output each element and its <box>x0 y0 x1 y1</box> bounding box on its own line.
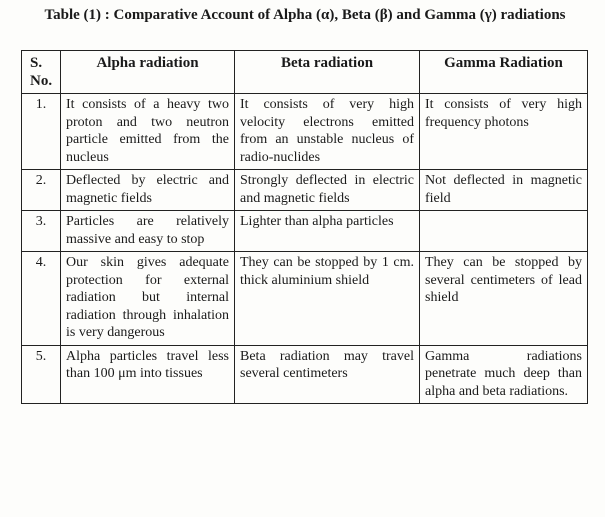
row-sno: 2. <box>22 170 61 211</box>
row-gamma: Not deflected in magnetic field <box>420 170 588 211</box>
table-row <box>22 170 588 211</box>
header-sno: S. No. <box>22 51 61 94</box>
row-beta: Beta radiation may travel several centimeters <box>235 345 420 404</box>
row-sno: 3. <box>22 211 61 252</box>
row-alpha: Particles are relatively massive and easy to stop <box>61 211 235 252</box>
row-sno: 4. <box>22 252 61 346</box>
row-alpha: It consists of a heavy two proton and two neutron particle emitted from the nucleus <box>61 94 235 170</box>
table-row <box>22 94 588 170</box>
row-gamma: It consists of very high frequency photons <box>420 94 588 170</box>
row-gamma: Gamma radiations penetrate much deep than alpha and beta radiations. <box>420 345 588 404</box>
table-caption: Table (1) : Comparative Account of Alpha (α), Beta (β) and Gamma (γ) radiations <box>44 7 566 23</box>
table-row <box>22 252 588 346</box>
table-row <box>22 345 588 404</box>
row-gamma <box>420 211 588 252</box>
row-sno: 5. <box>22 345 61 404</box>
row-beta: It consists of very high velocity electrons emitted from an unstable nucleus of radio-nuclides <box>235 94 420 170</box>
header-beta: Beta radiation <box>235 51 420 94</box>
row-beta: They can be stopped by 1 cm. thick aluminium shield <box>235 252 420 346</box>
comparison-table <box>21 50 588 404</box>
row-beta: Strongly deflected in electric and magnetic fields <box>235 170 420 211</box>
table-row <box>22 211 588 252</box>
header-alpha: Alpha radiation <box>61 51 235 94</box>
row-alpha: Deflected by electric and magnetic fields <box>61 170 235 211</box>
row-beta: Lighter than alpha particles <box>235 211 420 252</box>
row-alpha: Our skin gives adequate protection for external radiation but internal radiation through inhalation is very dangerous <box>61 252 235 346</box>
header-gamma: Gamma Radiation <box>420 51 588 94</box>
row-alpha: Alpha particles travel less than 100 μm into tissues <box>61 345 235 404</box>
row-sno: 1. <box>22 94 61 170</box>
row-gamma: They can be stopped by several centimeters of lead shield <box>420 252 588 346</box>
table-header-row <box>22 51 588 94</box>
